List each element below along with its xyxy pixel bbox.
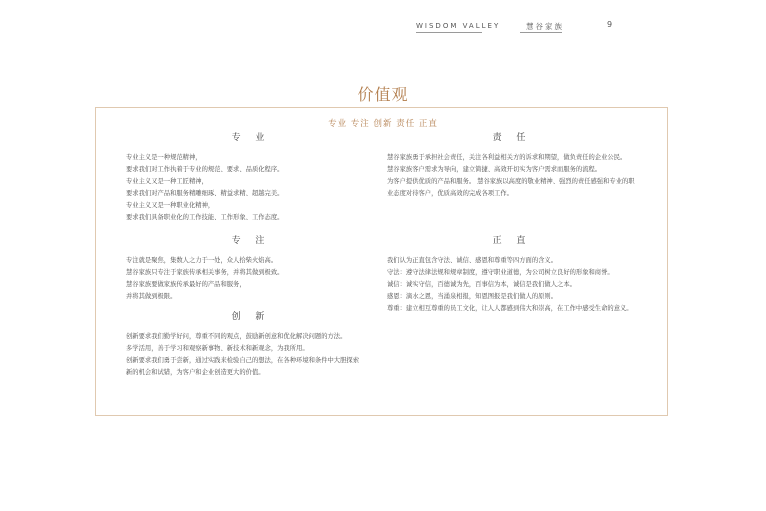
- section-responsibility: [387, 130, 637, 200]
- body-line: 创新要求我们勇于尝新，通过实践来检验自己的想法，在各种环境和条件中大胆探索: [126, 357, 359, 364]
- section-body: [387, 255, 637, 315]
- body-line: 专业主义是一种规范精神，: [126, 154, 202, 161]
- body-line: 我们认为正直包含守法、诚信、感恩和尊重等四方面的含义。: [387, 257, 558, 264]
- section-body: [387, 152, 637, 200]
- brand-name-en: WISDOM VALLEY: [416, 22, 501, 30]
- body-line: 并将其做到极限。: [126, 293, 177, 300]
- body-line: 诚信：诚实守信，百德诚为先，百事信为本，诚信是我们做人之本。: [387, 281, 576, 288]
- section-focus: [126, 233, 376, 303]
- brand-en-underline: [416, 32, 482, 33]
- section-body: [126, 255, 376, 303]
- section-integrity: [387, 233, 637, 315]
- section-title: 创 新: [231, 312, 271, 322]
- body-line: 感恩：滴水之恩，当涌泉相报，知恩图报是我们做人的原则。: [387, 293, 558, 300]
- section-title: 专 业: [231, 133, 271, 143]
- page-header: [0, 18, 766, 38]
- body-line: 要求我们对产品和服务精雕细琢、精益求精、超越完美。: [126, 190, 284, 197]
- body-line: 新的机会和试错，为客户和企业创造更大的价值。: [126, 369, 265, 376]
- section-title: 正 直: [492, 236, 532, 246]
- section-title: 专 注: [231, 236, 271, 246]
- values-subtitle-text: 专业 专注 创新 责任 正直: [316, 117, 450, 129]
- body-line: 专业主义又是一种职业化精神，: [126, 202, 215, 209]
- body-line: 专业主义又是一种工匠精神，: [126, 178, 208, 185]
- body-line: 多学活用，善于学习和观察新事物、新技术和新观念，为我所用。: [126, 345, 309, 352]
- body-line: 尊重：建立相互尊重的员工文化，让人人都感到伟大和崇高，在工作中感受生命的意义。: [387, 305, 633, 312]
- body-line: 慧谷家族只专注于家族传承相关事务，并将其做到极致。: [126, 269, 284, 276]
- section-professional: [126, 130, 376, 224]
- body-line: 创新要求我们勤学好问，尊重不同的观点，鼓励新创意和优化解决问题的方法。: [126, 333, 347, 340]
- brand-cn-underline: [520, 32, 562, 33]
- body-line: 慧谷家族客户需求为导向，建立简捷、高效开切实为客户需求而服务的流程。: [387, 166, 602, 173]
- body-line: 要求我们对工作执着于专业的规范、要求、品质化程序。: [126, 166, 284, 173]
- page-title: 价值观: [357, 85, 409, 104]
- section-title: 责 任: [492, 133, 532, 143]
- body-line: 专注就是聚焦，集数人之力于一处，众人拾柴火焰高。: [126, 257, 278, 264]
- brand-name-cn: 慧谷家族: [526, 22, 564, 31]
- values-subtitle: [0, 111, 766, 130]
- section-innovation: [126, 309, 376, 379]
- body-line: 守法：遵守法律法规和规章制度，遵守职业道德，为公司树立良好的形象和商誉。: [387, 269, 614, 276]
- body-line: 慧谷家族要做家族传承最好的产品和服务，: [126, 281, 246, 288]
- page-number: 9: [607, 20, 613, 29]
- body-line: 要求我们具备职业化的工作技能、工作形象、工作态度。: [126, 214, 284, 221]
- section-body: [126, 331, 376, 379]
- section-body: [126, 152, 376, 224]
- body-line: 慧谷家族勇于承担社会责任，关注各利益相关方的诉求和期望，做负责任的企业公民。: [387, 154, 627, 161]
- body-line: 为客户提供优质的产品和服务。 慧谷家族以高度的敬业精神、强烈的责任感强和专业的职业态度对待客户，优质高效的完成各项工作。: [387, 178, 635, 197]
